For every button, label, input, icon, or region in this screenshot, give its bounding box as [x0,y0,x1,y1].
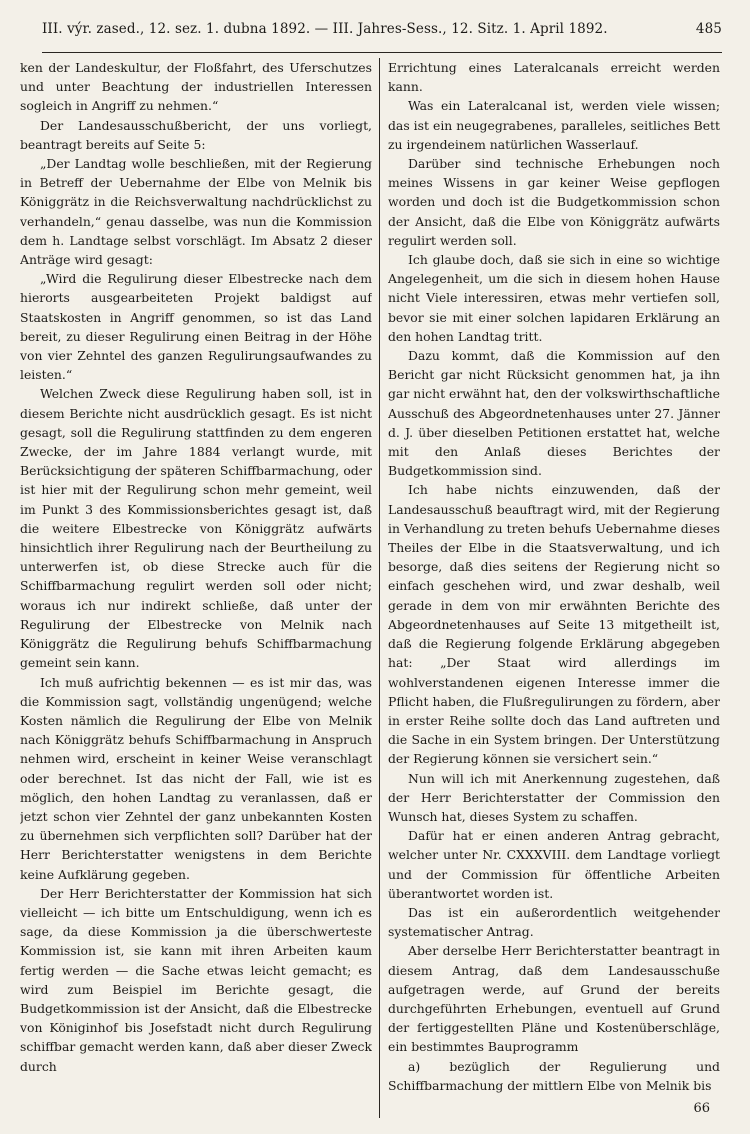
paragraph: Ich muß aufrichtig bekennen — es ist mir das, was die Kommission sagt, vollständig ungenügend; welche Kosten nämlich die Regulirung der Elbe von Melnik nach Königgrätz behufs Schiffbarmachung in Anspruch nehmen wird, erscheint in keiner Weise veranschlagt oder berechnet. Ist das nicht der Fall, wie ist es möglich, den hohen Landtag zu veranlassen, daß er jetzt schon vier Zehntel der ganz unbekannten Kosten zu übernehmen sich verpflichten soll? Darüber hat der Herr Berichterstatter wenigstens in dem Berichte keine Aufklärung gegeben. [20,674,372,882]
paragraph: Nun will ich mit Anerkennung zugestehen, daß der Herr Berichterstatter der Commission den Wunsch hat, dieses System zu schaffen. [388,770,720,824]
header-rule [42,52,722,53]
paragraph: a) bezüglich der Regulierung und Schiffbarmachung der mittlern Elbe von Melnik bis [388,1058,720,1093]
page-number: 485 [695,21,722,37]
paragraph: Errichtung eines Lateralcanals erreicht werden kann. [388,60,720,95]
page-header [42,14,722,44]
column-divider [379,58,380,1118]
paragraph: Das ist ein außerordentlich weitgehender systematischer Antrag. [388,904,720,940]
paragraph: ken der Landeskultur, der Floßfahrt, des Uferschutzes und unter Beachtung der industriellen Interessen sogleich in Angriff zu nehmen.“ [20,60,372,114]
signature-mark: 66 [693,1100,710,1116]
paragraph: „Der Landtag wolle beschließen, mit der Regierung in Betreff der Uebernahme der Elbe von Melnik bis Königgrätz in die Reichsverwaltung nachdrücklichst zu verhandeln,“ genau dasselbe, was nun die Kommission dem h. Landtage selbst vorschlägt. Im Absatz 2 dieser Anträge wird gesagt: [20,156,372,268]
right-column [388,58,720,1118]
paragraph: Dafür hat er einen anderen Antrag gebracht, welcher unter Nr. CXXXVIII. dem Landtage vorliegt und der Commission für öffentliche Arbeiten überantwortet worden ist. [388,828,720,901]
paragraph: Der Landesausschußbericht, der uns vorliegt, beantragt bereits auf Seite 5: [20,117,372,152]
paragraph: Ich habe nichts einzuwenden, daß der Landesausschuß beauftragt wird, mit der Regierung in Verhandlung zu treten behufs Uebernahme dieses Theiles der Elbe in die Staatsverwaltung, und ich besorge, daß dies seitens der Regierung nicht so einfach geschehen wird, und zwar deshalb, weil gerade in dem von mir erwähnten Berichte des Abgeordnetenhauses auf Seite 13 mitgetheilt ist, daß die Regierung folgende Erklärung abgegeben hat: „Der Staat wird allerdings im wohlverstandenen eigenen Interesse immer die Pflicht haben, die Flußregulirungen zu fördern, aber in erster Reihe sollte doch das Land auftreten und die Sache in ein System bringen. Der Unterstützung der Regierung können sie versichert sein.“ [388,482,720,767]
header-session-info: III. výr. zased., 12. sez. 1. dubna 1892. — III. Jahres-Sess., 12. Sitz. 1. April 1892. [42,21,608,37]
paragraph: Der Herr Berichterstatter der Kommission hat sich vielleicht — ich bitte um Entschuldigung, wenn ich es sage, da diese Kommission ja die überschwerteste Kommission ist, sie kann mit ihren Arbeiten kaum fertig werden — die Sache etwas leicht gemacht; es wird zum Beispiel im Berichte gesagt, die Budgetkommission ist der Ansicht, daß die Elbestrecke von Königinhof bis Josefstadt nicht durch Regulirung schiffbar gemacht werden kann, daß aber dieser Zweck durch [20,885,372,1074]
paragraph: Was ein Lateralcanal ist, werden viele wissen; das ist ein neugegrabenes, paralleles, seitliches Bett zu irgendeinem natürlichen Wasserlauf. [388,98,720,152]
paragraph: Aber derselbe Herr Berichterstatter beantragt in diesem Antrag, daß dem Landesausschuße aufgetragen werde, auf Grund der bereits durchgeführten Erhebungen, eventuell auf Grund der fertiggestellten Pläne und Kostenüberschläge, ein bestimmtes Bauprogramm [388,943,720,1055]
paragraph: Welchen Zweck diese Regulirung haben soll, ist in diesem Berichte nicht ausdrücklich gesagt. Es ist nicht gesagt, soll die Regulirung stattfinden zu dem engeren Zwecke, der im Jahre 1884 verlangt wurde, mit Berücksichtigung der späteren Schiffbarmachung, oder ist hier mit der Regulirung schon mehr gemeint, weil im Punkt 3 des Kommissionsberichtes gesagt ist, daß die weitere Elbestrecke von Königgrätz aufwärts hinsichtlich ihrer Regulirung nach der Beurtheilung zu unterwerfen ist, ob diese Strecke auch für die Schiffbarmachung regulirt werden soll oder nicht; woraus ich nur indirekt schließe, daß unter der Regulirung der Elbestrecke von Melnik nach Königgrätz die Regulirung behufs Schiffbarmachung gemeint sein kann. [20,386,372,671]
paragraph: Darüber sind technische Erhebungen noch meines Wissens in gar keiner Weise gepflogen worden und doch ist die Budgetkommission schon der Ansicht, daß die Elbe von Königgrätz aufwärts regulirt werden soll. [388,156,720,248]
paragraph: „Wird die Regulirung dieser Elbestrecke nach dem hierorts ausgearbeiteten Projekt baldigst auf Staatskosten in Angriff genommen, so ist das Land bereit, zu dieser Regulirung einen Beitrag in der Höhe von vier Zehntel des ganzen Regulirungsaufwandes zu leisten.“ [20,271,372,383]
left-column [20,58,372,1118]
paragraph: Ich glaube doch, daß sie sich in eine so wichtige Angelegenheit, um die sich in diesem hohen Hause nicht Viele interessiren, etwas mehr vertiefen soll, bevor sie mit einer solchen lapidaren Erklärung an den hohen Landtag tritt. [388,252,720,344]
paragraph: Dazu kommt, daß die Kommission auf den Bericht gar nicht Rücksicht genommen hat, ja ihn gar nicht erwähnt hat, den der volkswirthschaftliche Ausschuß des Abgeordnetenhauses unter 27. Jänner d. J. über dieselben Petitionen erstattet hat, welche mit den Anlaß dieses Berichtes der Budgetkommission sind. [388,348,720,479]
